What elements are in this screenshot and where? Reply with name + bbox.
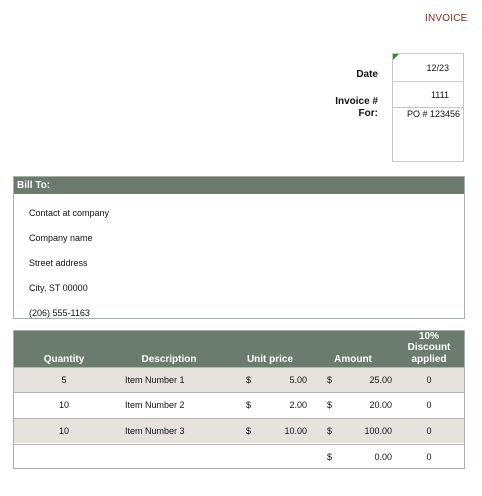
bill-to-section <box>13 176 465 319</box>
table-row[interactable] <box>14 367 464 392</box>
invoice-meta-box <box>392 53 464 162</box>
discount-cell[interactable]: 0 <box>426 375 432 385</box>
currency-symbol: $ <box>246 426 252 436</box>
discount-cell[interactable]: 0 <box>426 426 432 436</box>
line-items-table <box>13 330 465 469</box>
description-cell[interactable]: Item Number 3 <box>125 426 185 436</box>
quantity-cell[interactable]: 5 <box>61 375 67 385</box>
column-discount-line3: applied <box>411 354 447 365</box>
unit-price-cell[interactable]: 10.00 <box>284 426 307 436</box>
table-header <box>14 331 464 367</box>
discount-cell[interactable]: 0 <box>426 400 432 410</box>
bill-to-header: Bill To: <box>14 177 464 194</box>
amount-cell[interactable]: 100.00 <box>364 426 392 436</box>
quantity-cell[interactable]: 10 <box>58 426 69 436</box>
bill-to-contact[interactable]: Contact at company <box>29 208 110 218</box>
currency-symbol: $ <box>327 426 333 436</box>
table-row[interactable] <box>14 392 464 417</box>
date-cell[interactable] <box>393 54 463 82</box>
currency-symbol: $ <box>327 452 333 462</box>
column-discount-line1: 10% <box>418 331 439 342</box>
quantity-cell[interactable]: 10 <box>58 400 69 410</box>
invoice-number-label: Invoice # <box>335 96 378 107</box>
bill-to-street[interactable]: Street address <box>29 258 88 268</box>
total-discount-cell[interactable]: 0 <box>426 452 432 462</box>
bill-to-city[interactable]: City, ST 00000 <box>29 283 88 293</box>
currency-symbol: $ <box>327 400 333 410</box>
date-value[interactable]: 12/23 <box>426 63 449 73</box>
description-cell[interactable]: Item Number 2 <box>125 400 185 410</box>
invoice-number-value[interactable]: 1111 <box>430 90 449 100</box>
column-description: Description <box>141 354 197 365</box>
for-label: For: <box>358 108 378 119</box>
bill-to-company[interactable]: Company name <box>29 233 93 243</box>
total-row[interactable] <box>14 444 464 469</box>
column-discount-line2: Discount <box>407 342 451 353</box>
description-cell[interactable]: Item Number 1 <box>125 375 185 385</box>
column-quantity: Quantity <box>43 354 85 365</box>
amount-cell[interactable]: 25.00 <box>369 375 392 385</box>
unit-price-cell[interactable]: 5.00 <box>289 375 307 385</box>
currency-symbol: $ <box>327 375 333 385</box>
currency-symbol: $ <box>246 375 252 385</box>
column-unit-price: Unit price <box>246 354 294 365</box>
currency-symbol: $ <box>246 400 252 410</box>
invoice-title: INVOICE <box>425 13 468 24</box>
amount-cell[interactable]: 20.00 <box>369 400 392 410</box>
total-amount-cell[interactable]: 0.00 <box>374 452 392 462</box>
date-label: Date <box>356 69 378 80</box>
invoice-number-cell[interactable] <box>393 82 463 108</box>
bill-to-phone[interactable]: (206) 555-1163 <box>29 308 90 318</box>
column-amount: Amount <box>334 354 372 365</box>
unit-price-cell[interactable]: 2.00 <box>289 400 307 410</box>
for-value[interactable]: PO # 123456 <box>407 109 461 119</box>
table-row[interactable] <box>14 418 464 443</box>
